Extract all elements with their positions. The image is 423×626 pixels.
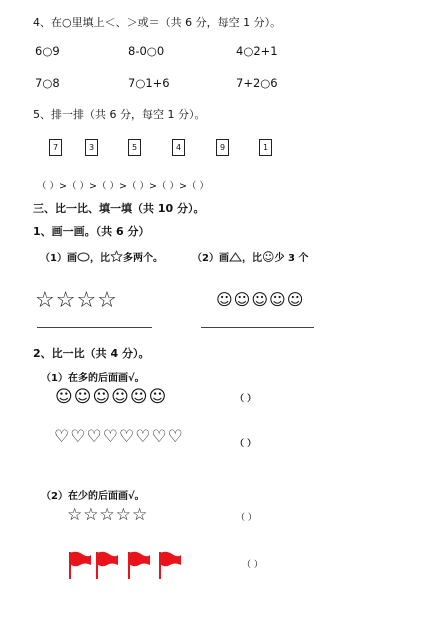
answer-blank-4[interactable]: （ ） — [242, 560, 263, 570]
s3q1-title: 1、画一画。（共 6 分） — [33, 225, 150, 238]
answer-blank-1[interactable]: （ ） — [235, 394, 257, 404]
smiley-row: ☺☺☺☺☺☺ — [55, 387, 168, 407]
number-card-2: 3 — [85, 139, 98, 156]
draw-instruction-2 — [192, 249, 308, 264]
number-card-5: 9 — [216, 139, 229, 156]
star-row: ☆☆☆☆☆ — [67, 505, 149, 525]
flag-icon — [127, 550, 151, 580]
sub2-title: （2）在少的后面画√。 — [41, 491, 145, 502]
heart-row: ♡♡♡♡♡♡♡♡ — [54, 427, 184, 447]
number-card-3: 5 — [128, 139, 141, 156]
answer-line-1[interactable] — [37, 327, 152, 328]
answer-line-2[interactable] — [201, 327, 314, 328]
answer-blank-2[interactable]: （ ） — [235, 439, 257, 449]
smiley-row-reference: ☺☺☺☺☺ — [216, 290, 305, 309]
draw1-mid: ，比 — [89, 253, 110, 264]
circle-icon — [77, 252, 90, 262]
answer-blank-3[interactable]: （ ） — [236, 513, 257, 523]
number-card-6: 1 — [259, 139, 272, 156]
number-card-4: 4 — [172, 139, 185, 156]
draw2-mid: ，比 — [241, 253, 262, 264]
flag-icon — [95, 550, 119, 580]
star-row-reference: ☆☆☆☆ — [35, 288, 118, 313]
compare-item-5: 7○1+6 — [128, 76, 170, 90]
compare-item-1: 6○9 — [35, 44, 60, 58]
compare-item-6: 7+2○6 — [236, 76, 278, 90]
flag-icon — [158, 550, 182, 580]
compare-item-3: 4○2+1 — [236, 44, 278, 58]
order-answer-row: （ ）>（ ）>（ ）>（ ）>（ ）>（ ） — [37, 181, 209, 192]
flag-icon — [68, 550, 92, 580]
draw2-prefix: （2）画 — [192, 253, 229, 264]
star-icon — [110, 250, 123, 263]
draw2-suffix: 少 3 个 — [274, 253, 309, 264]
number-card-1: 7 — [49, 139, 62, 156]
sub1-title: （1）在多的后面画√。 — [41, 373, 145, 384]
compare-item-2: 8-0○0 — [128, 44, 165, 58]
q5-title: 5、排一排（共 6 分，每空 1 分）。 — [33, 108, 206, 121]
triangle-icon — [229, 252, 242, 262]
section3-title: 三、比一比、填一填（共 10 分）。 — [33, 202, 205, 215]
q4-title: 4、在○里填上＜、＞或＝（共 6 分，每空 1 分）。 — [33, 16, 282, 29]
compare-item-4: 7○8 — [35, 76, 60, 90]
draw-instruction-1 — [40, 249, 163, 264]
draw1-suffix: 多两个。 — [122, 253, 163, 264]
smiley-icon: ☺ — [261, 250, 275, 264]
draw1-prefix: （1）画 — [40, 253, 77, 264]
s3q2-title: 2、比一比（共 4 分）。 — [33, 347, 150, 360]
